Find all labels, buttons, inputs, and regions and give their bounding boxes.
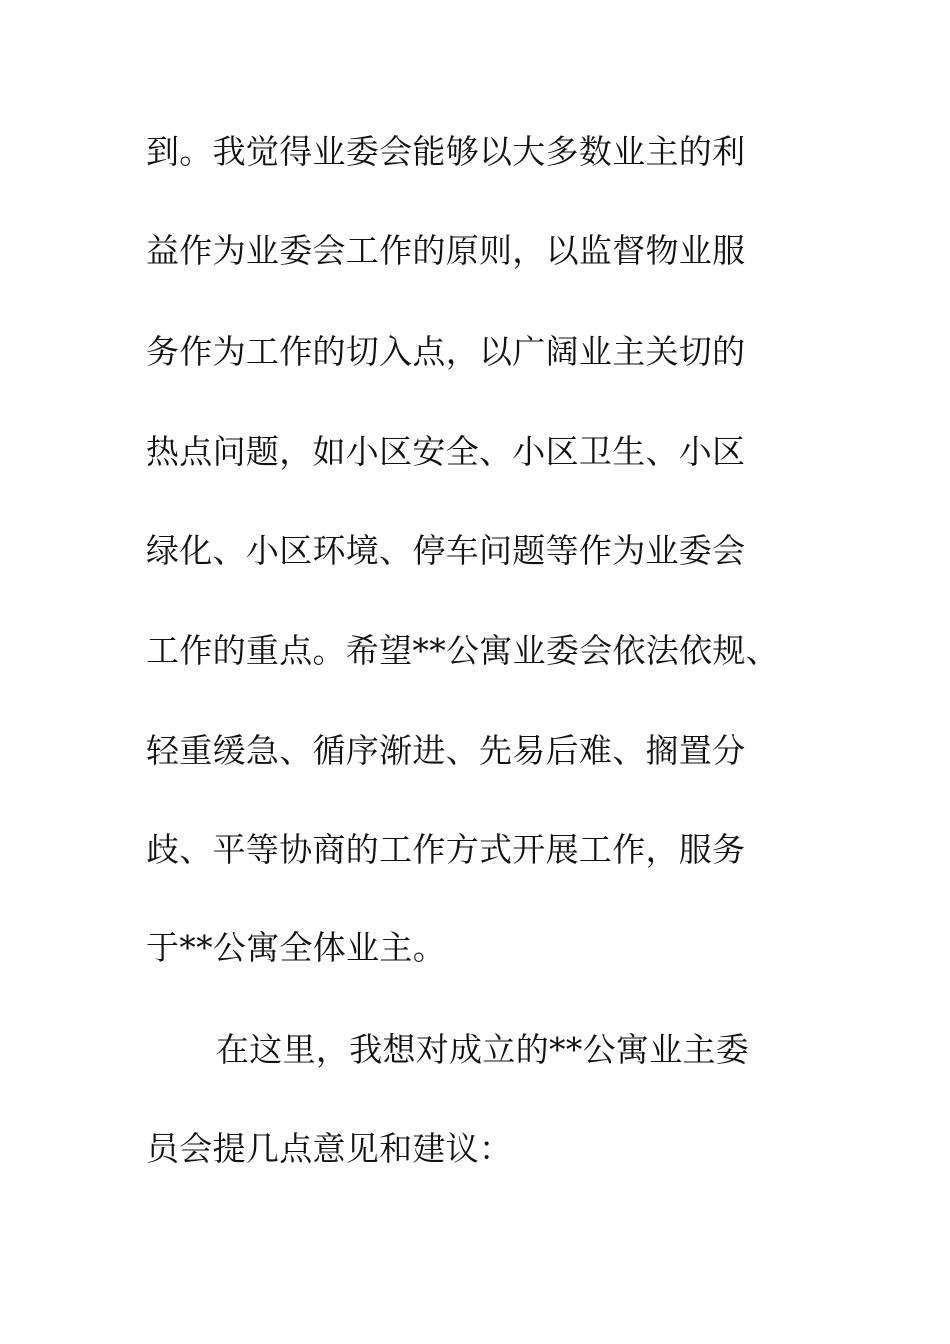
paragraph-line: 员会提几点意见和建议： <box>146 1129 513 1168</box>
paragraph-line: 轻重缓急、循序渐进、先易后难、搁置分 <box>146 731 746 770</box>
paragraph-line: 热点问题，如小区安全、小区卫生、小区 <box>146 432 746 471</box>
paragraph-line: 在这里，我想对成立的**公寓业主委 <box>216 1030 750 1069</box>
paragraph-line: 益作为业委会工作的原则，以监督物业服 <box>146 231 746 270</box>
paragraph-line: 工作的重点。希望**公寓业委会依法依规、 <box>146 631 779 670</box>
paragraph-line: 绿化、小区环境、停车问题等作为业委会 <box>146 531 746 570</box>
paragraph-line: 歧、平等协商的工作方式开展工作，服务 <box>146 830 746 869</box>
paragraph-line: 到。我觉得业委会能够以大多数业主的利 <box>146 132 746 171</box>
paragraph-line: 于**公寓全体业主。 <box>146 928 446 967</box>
paragraph-line: 务作为工作的切入点，以广阔业主关切的 <box>146 332 746 371</box>
